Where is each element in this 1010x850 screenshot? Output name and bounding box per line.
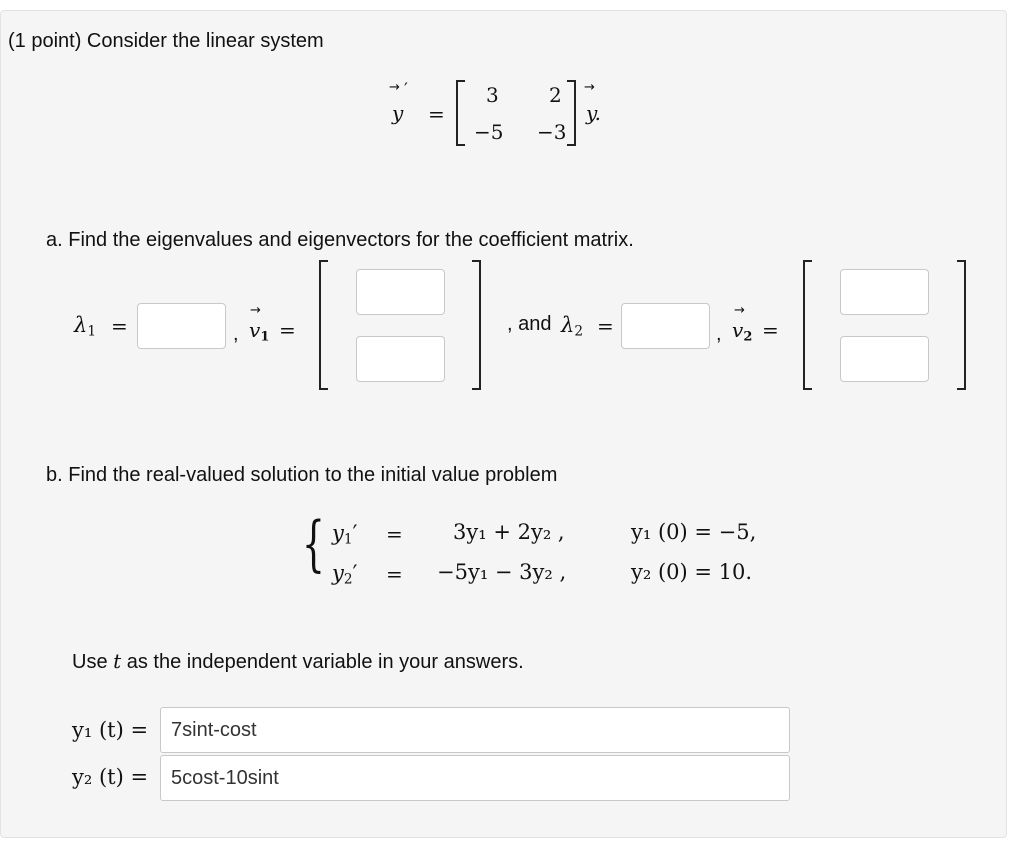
matrix-left-bracket <box>456 80 465 146</box>
equals-sign: = <box>597 314 614 338</box>
answer-label-y1: y₁ (t) = <box>72 718 149 742</box>
matrix-cell: −3 <box>537 120 567 144</box>
equation-rhs: −5y₁ − 3y₂ , <box>437 560 567 584</box>
system-prime: ′ <box>404 80 408 100</box>
v2-comma: , <box>716 323 722 345</box>
problem-header: (1 point) Consider the linear system <box>8 30 324 52</box>
v2-component-1-input[interactable] <box>840 269 929 315</box>
v2-right-bracket <box>957 260 966 390</box>
answer-label-y2: y₂ (t) = <box>72 765 149 789</box>
part-b-prompt: b. Find the real-valued solution to the initial value problem <box>46 464 558 486</box>
v1-comma: , <box>233 323 239 345</box>
lambda2-label: $\lambda_2$ <box>561 313 583 340</box>
v2-label: $v_2$ <box>732 318 753 345</box>
vector-arrow-icon: → <box>389 80 400 95</box>
equation-equals: = <box>386 522 403 546</box>
equation-lhs: $y_2'$ <box>332 561 358 588</box>
system-lhs: y <box>392 101 404 125</box>
equals-sign: = <box>111 314 128 338</box>
matrix-cell: 3 <box>486 83 499 107</box>
y2-answer-input[interactable]: 5cost-10sint <box>160 755 790 801</box>
brace: { <box>302 509 325 579</box>
vector-arrow-icon: → <box>734 303 745 318</box>
v2-component-2-input[interactable] <box>840 336 929 382</box>
part-a-prompt: a. Find the eigenvalues and eigenvectors for the coefficient matrix. <box>46 229 634 251</box>
equation-rhs: 3y₁ + 2y₂ , <box>453 520 565 544</box>
v2-left-bracket <box>803 260 812 390</box>
lambda1-label: $\lambda_1$ <box>74 313 96 340</box>
v1-right-bracket <box>472 260 481 390</box>
lambda2-input[interactable] <box>621 303 710 349</box>
system-equals: = <box>428 102 445 126</box>
matrix-cell: 2 <box>549 83 562 107</box>
instruction-text: Use t as the independent variable in your answers. <box>72 649 524 673</box>
equals-sign: = <box>762 318 779 342</box>
v1-component-2-input[interactable] <box>356 336 445 382</box>
equation-lhs: $y_1'$ <box>332 521 358 548</box>
v1-label: $v_1$ <box>249 318 270 345</box>
initial-condition: y₁ (0) = −5, <box>631 520 757 544</box>
and-text: , and <box>507 313 552 335</box>
matrix-cell: −5 <box>474 120 504 144</box>
initial-condition: y₂ (0) = 10. <box>631 560 753 584</box>
v1-component-1-input[interactable] <box>356 269 445 315</box>
vector-arrow-icon: → <box>250 303 261 318</box>
vector-arrow-icon: → <box>584 80 595 95</box>
equals-sign: = <box>279 318 296 342</box>
lambda1-input[interactable] <box>137 303 226 349</box>
v1-left-bracket <box>319 260 328 390</box>
equation-equals: = <box>386 562 403 586</box>
matrix-right-bracket <box>567 80 576 146</box>
y1-answer-input[interactable]: 7sint-cost <box>160 707 790 753</box>
system-rhs: y. <box>586 101 601 125</box>
